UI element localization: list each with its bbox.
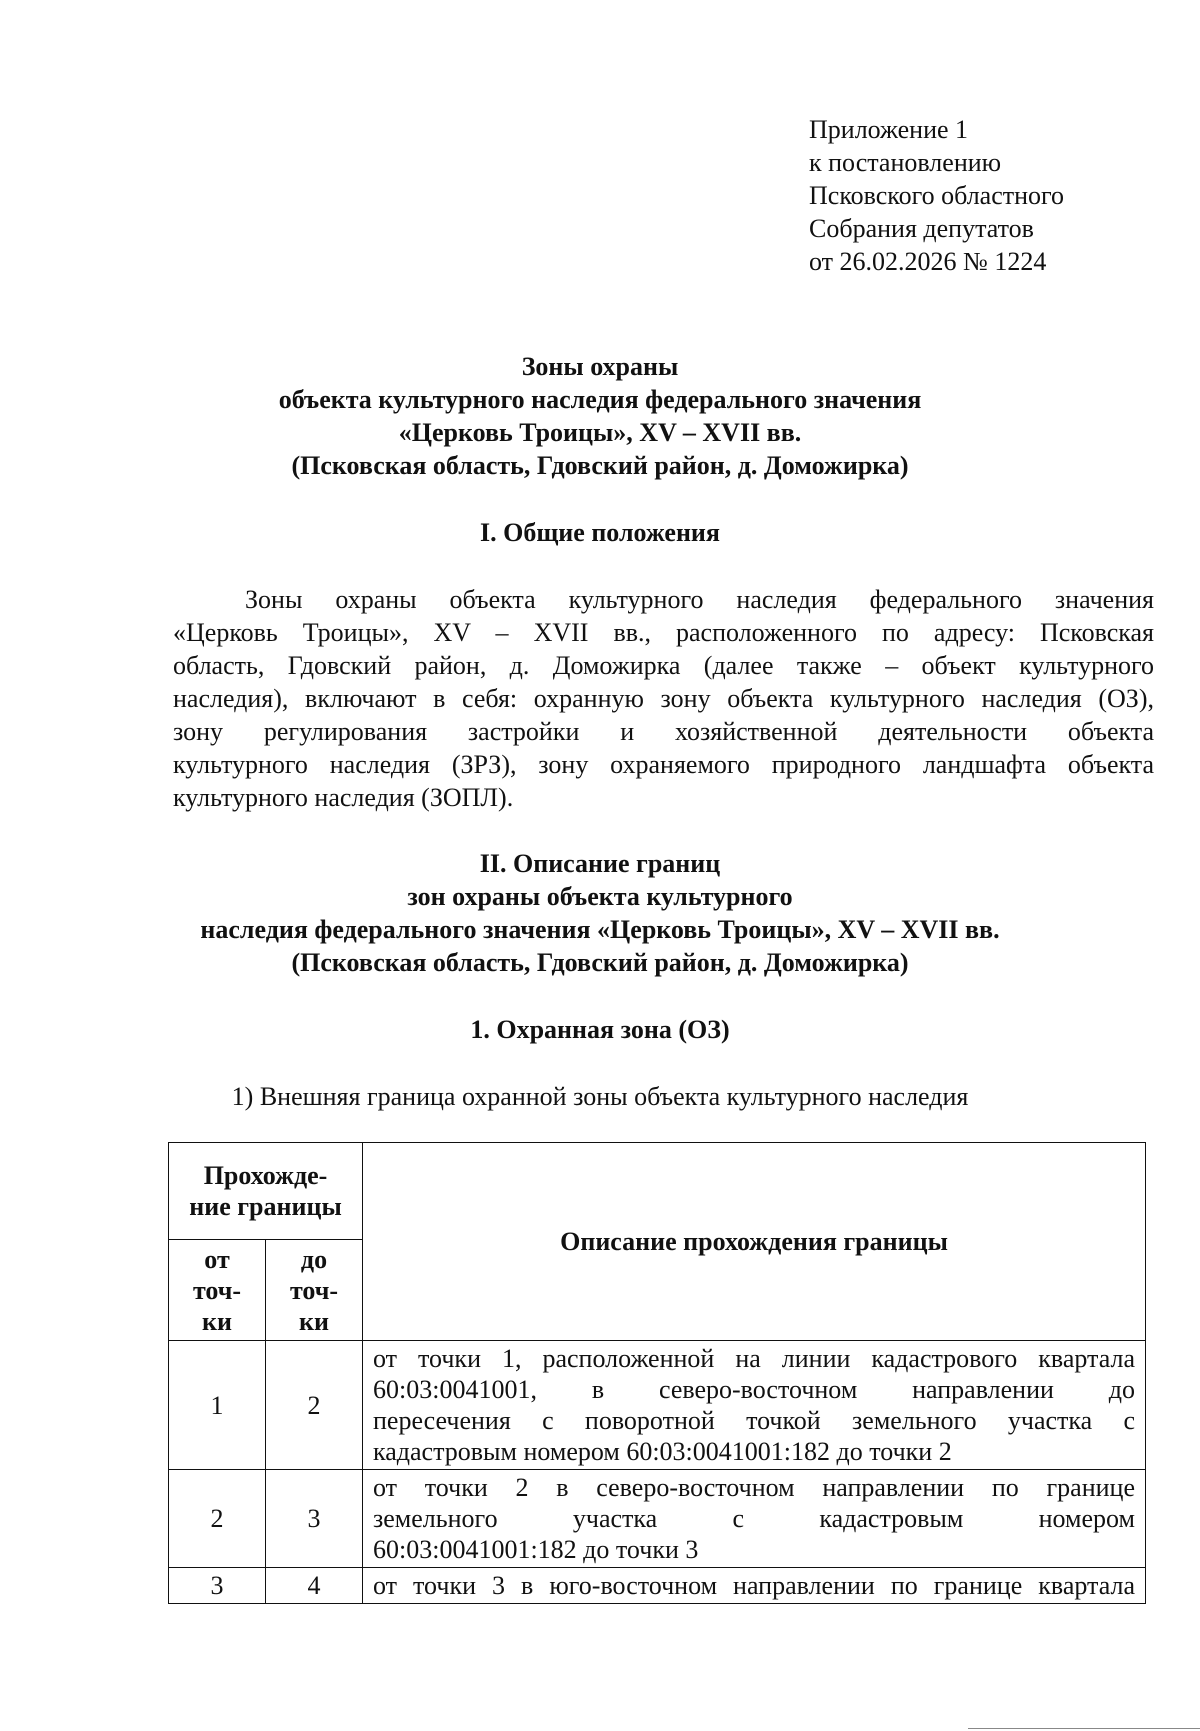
- paragraph-line: Зоны охраны объекта культурного наследия федерального значения: [245, 585, 1154, 614]
- paragraph-line: «Церковь Троицы», XV – XVII вв., расположенного по адресу: Псковская: [173, 618, 1154, 647]
- paragraph-line: зону регулирования застройки и хозяйственной деятельности объекта: [173, 717, 1154, 746]
- header-to-point: [266, 1240, 363, 1341]
- section-line: наследия федерального значения «Церковь Троицы», XV – XVII вв.: [200, 915, 1000, 944]
- description-cell: [363, 1470, 1146, 1568]
- zone-heading: 1. Охранная зона (ОЗ): [470, 1015, 730, 1044]
- header-line: до: [300, 1244, 328, 1274]
- attachment-line: к постановлению: [809, 148, 1002, 177]
- header-line: Прохожде-: [203, 1161, 328, 1190]
- header-from-point: [169, 1240, 266, 1341]
- description-line: от точки 2 в северо-восточном направлении по границе: [373, 1473, 1135, 1502]
- description-line: 60:03:0041001, в северо-восточном направлении до: [373, 1375, 1135, 1404]
- scan-edge-line: [968, 1728, 1200, 1729]
- description-line: 60:03:0041001:182 до точки 3: [373, 1535, 699, 1564]
- header-line: ки: [202, 1306, 232, 1336]
- attachment-note: [809, 113, 1064, 278]
- attachment-line: от 26.02.2026 № 1224: [809, 247, 1047, 276]
- intro-paragraph: [173, 583, 1154, 814]
- header-description: Описание прохождения границы: [363, 1143, 1146, 1341]
- section-heading-general: I. Общие положения: [480, 518, 720, 547]
- to-point-cell: 4: [266, 1568, 363, 1604]
- description-cell: [363, 1341, 1146, 1470]
- document-title: [0, 350, 1200, 482]
- from-point-cell: 3: [169, 1568, 266, 1604]
- paragraph-line: наследия), включают в себя: охранную зону объекта культурного наследия (ОЗ),: [173, 684, 1154, 713]
- section-line: II. Описание границ: [479, 849, 721, 878]
- header-line: точ-: [192, 1275, 242, 1305]
- header-boundary-pass: [169, 1143, 363, 1240]
- header-line: точ-: [289, 1275, 339, 1305]
- to-point-cell: 2: [266, 1341, 363, 1470]
- title-line: Зоны охраны: [521, 352, 679, 381]
- attachment-line: Псковского областного: [809, 181, 1065, 210]
- boundary-table: [168, 1142, 1146, 1604]
- from-point-cell: 1: [169, 1341, 266, 1470]
- paragraph-line: культурного наследия (ЗРЗ), зону охраняемого природного ландшафта объекта: [173, 750, 1154, 779]
- description-line: кадастровым номером 60:03:0041001:182 до точки 2: [373, 1437, 952, 1466]
- description-cell: [363, 1568, 1146, 1604]
- description-line: земельного участка с кадастровым номером: [373, 1504, 1135, 1533]
- description-line: от точки 3 в юго-восточном направлении по границе квартала: [373, 1571, 1135, 1600]
- attachment-line: Собрания депутатов: [809, 214, 1034, 243]
- table-header-row: [169, 1143, 1146, 1240]
- title-line: (Псковская область, Гдовский район, д. Доможирка): [291, 451, 909, 480]
- to-point-cell: 3: [266, 1470, 363, 1568]
- boundary-caption: 1) Внешняя граница охранной зоны объекта культурного наследия: [231, 1082, 969, 1111]
- paragraph-line: область, Гдовский район, д. Доможирка (далее также – объект культурного: [173, 651, 1154, 680]
- table-row: [169, 1341, 1146, 1470]
- paragraph-line: культурного наследия (ЗОПЛ).: [173, 783, 514, 812]
- description-line: пересечения с поворотной точкой земельного участка с: [373, 1406, 1135, 1435]
- attachment-line: Приложение 1: [809, 115, 969, 144]
- title-line: объекта культурного наследия федерального значения: [278, 385, 922, 414]
- section-line: (Псковская область, Гдовский район, д. Доможирка): [291, 948, 909, 977]
- from-point-cell: 2: [169, 1470, 266, 1568]
- table-row: [169, 1568, 1146, 1604]
- description-line: от точки 1, расположенной на линии кадастрового квартала: [373, 1344, 1135, 1373]
- header-line: от: [204, 1244, 230, 1274]
- header-line: ние границы: [189, 1192, 342, 1221]
- section-heading-boundaries: [0, 847, 1200, 979]
- header-line: ки: [299, 1306, 329, 1336]
- title-line: «Церковь Троицы», XV – XVII вв.: [398, 418, 802, 447]
- table-row: [169, 1470, 1146, 1568]
- section-line: зон охраны объекта культурного: [407, 882, 793, 911]
